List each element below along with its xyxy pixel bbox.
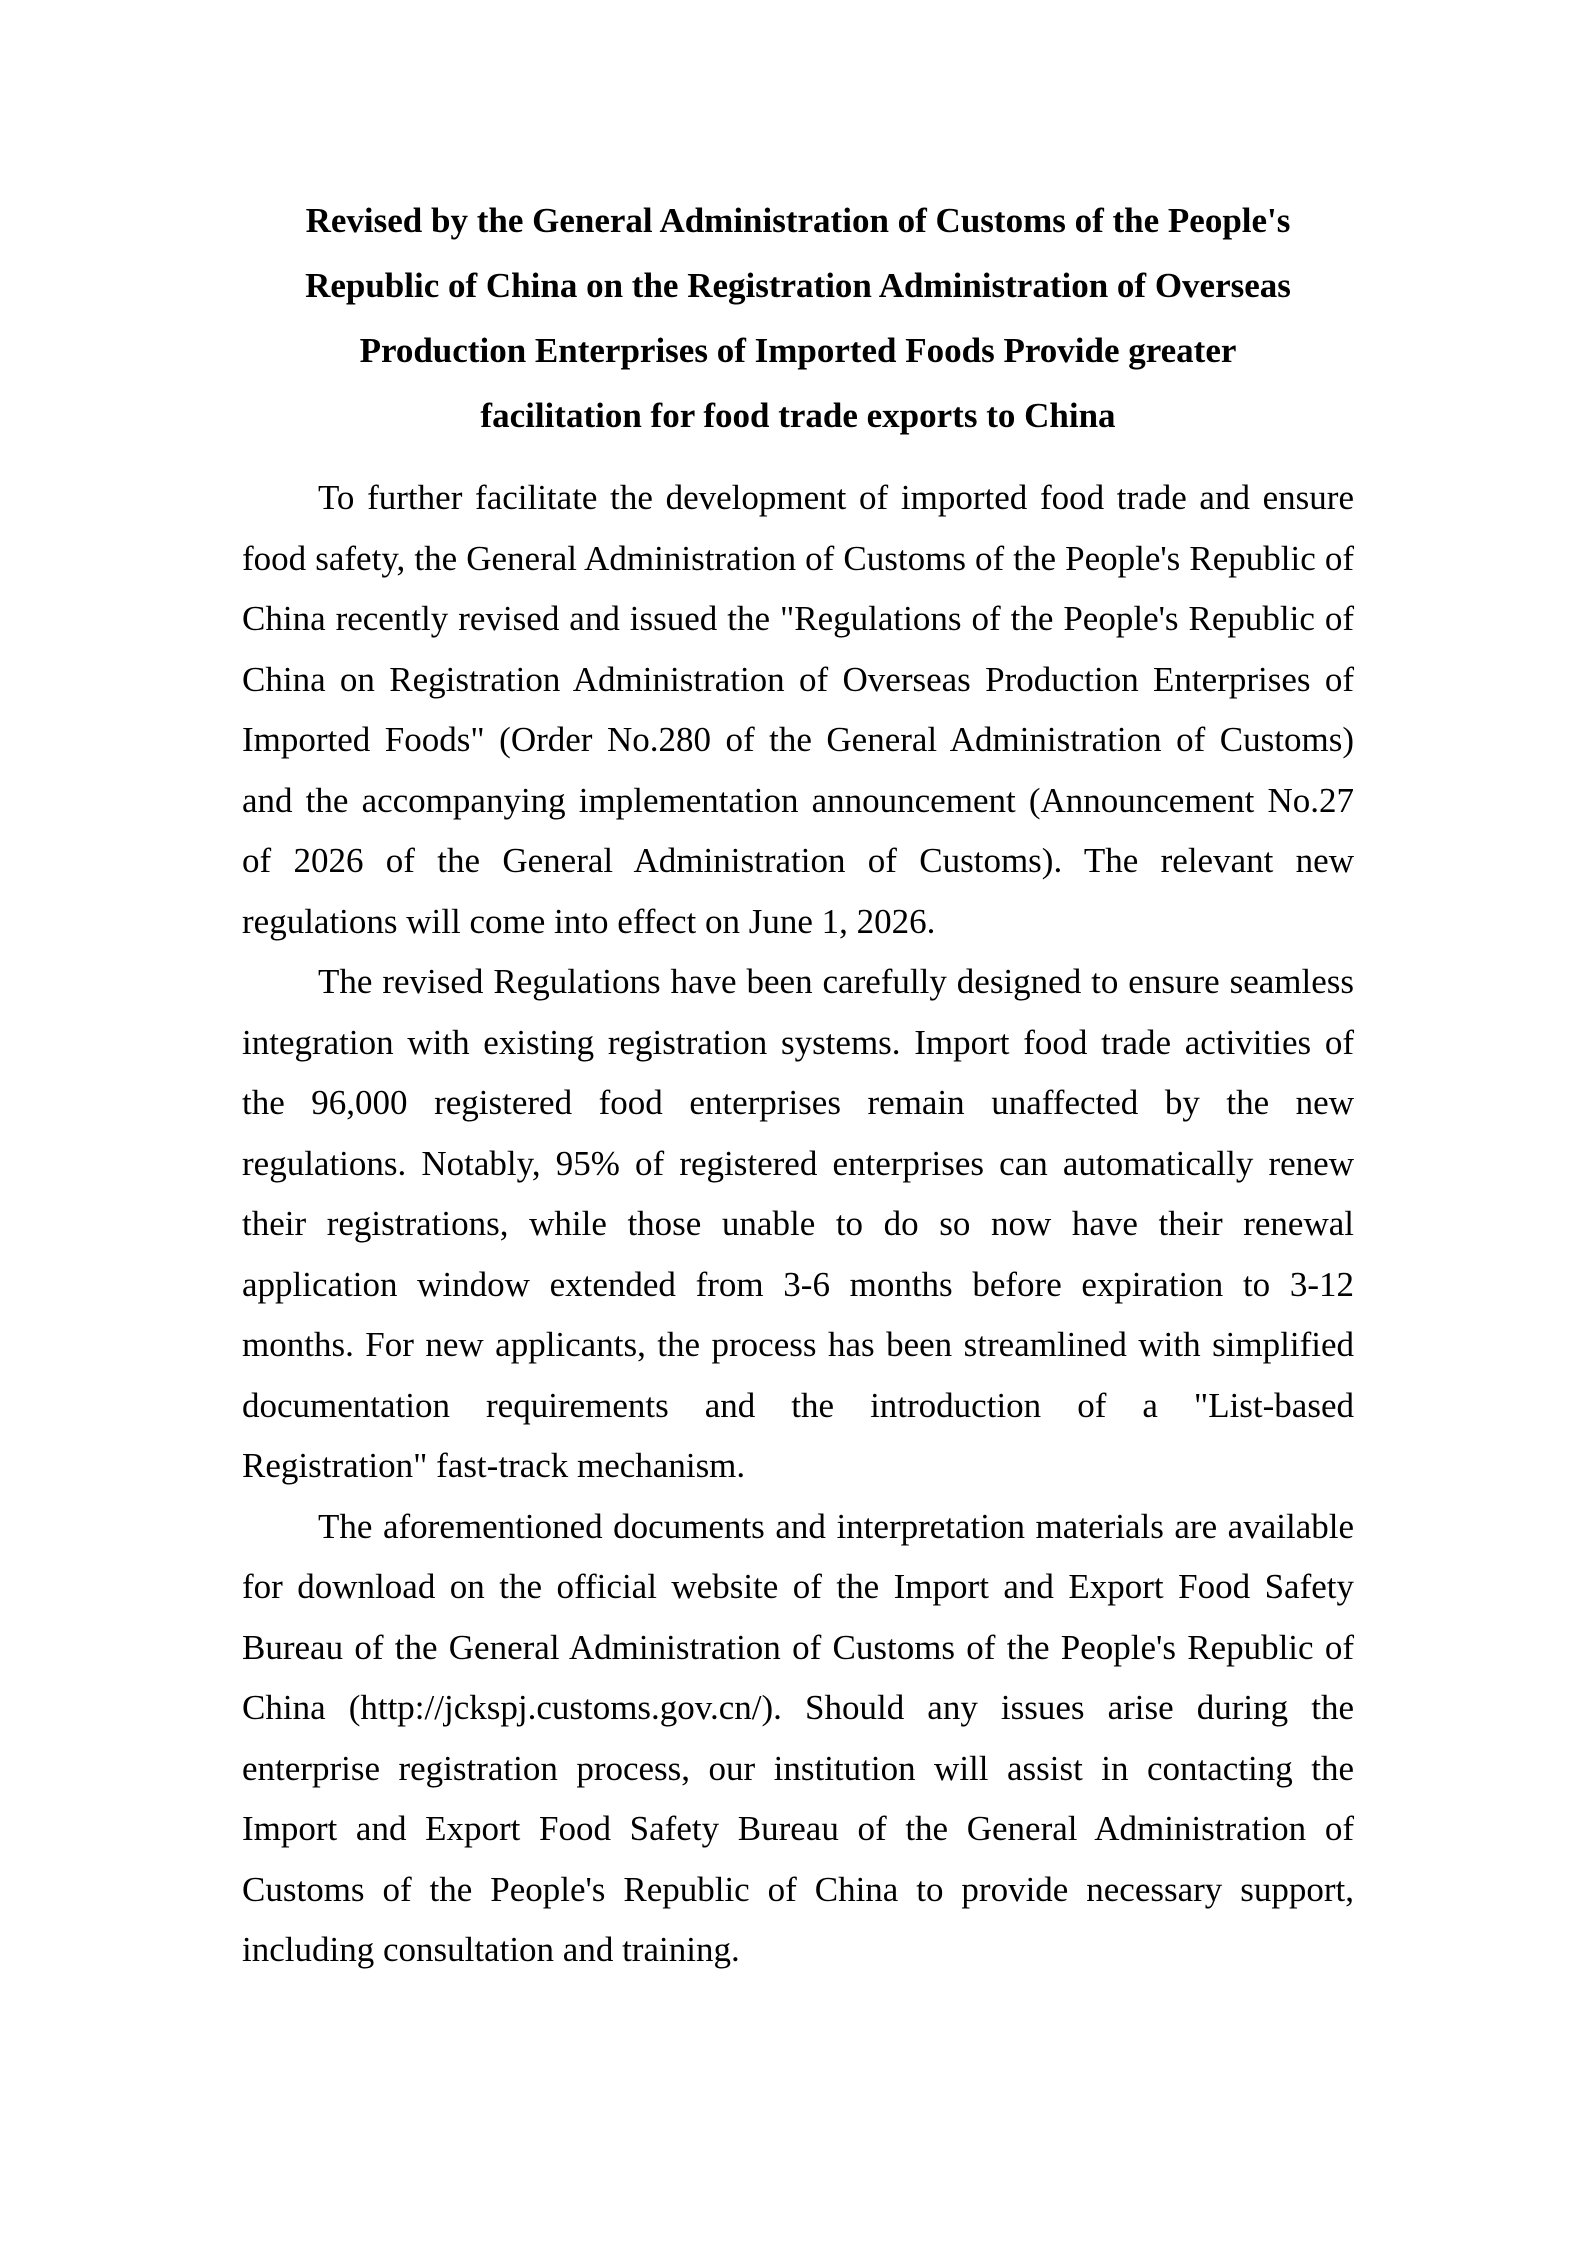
title-line: Production Enterprises of Imported Foods Provide greater <box>359 331 1237 370</box>
paragraph-revisions: The revised Regulations have been carefully designed to ensure seamless integration with existing registration systems. Import food trade activities of the 96,000 registered food enterprises remain unaffected by the new regulations. Notably, 95% of registered enterprises can automatically renew their registrations, while those unable to do so now have their renewal application window extended from 3-6 months before expiration to 3-12 months. For new applicants, the process has been streamlined with simplified documentation requirements and the introduction of a "List-based Registration" fast-track mechanism. <box>242 962 1354 1485</box>
document-body <box>242 468 1354 1981</box>
document-page <box>242 188 1354 1981</box>
paragraph-intro: To further facilitate the development of imported food trade and ensure food safety, the General Administration of Customs of the People's Republic of China recently revised and issued the "Regulations of the People's Republic of China on Registration Administration of Overseas Production Enterprises of Imported Foods" (Order No.280 of the General Administration of Customs) and the accompanying implementation announcement (Announcement No.27 of 2026 of the General Administration of Customs). The relevant new regulations will come into effect on June 1, 2026. <box>242 478 1354 941</box>
paragraph-resources: The aforementioned documents and interpretation materials are available for download on the official website of the Import and Export Food Safety Bureau of the General Administration of Customs of the People's Republic of China (http://jckspj.customs.gov.cn/). Should any issues arise during the enterprise registration process, our institution will assist in contacting the Import and Export Food Safety Bureau of the General Administration of Customs of the People's Republic of China to provide necessary support, including consultation and training. <box>242 1506 1354 1969</box>
title-line: facilitation for food trade exports to China <box>480 396 1116 435</box>
title-line: Revised by the General Administration of Customs of the People's <box>305 201 1291 240</box>
document-title <box>242 188 1354 448</box>
title-line: Republic of China on the Registration Administration of Overseas <box>305 266 1291 305</box>
